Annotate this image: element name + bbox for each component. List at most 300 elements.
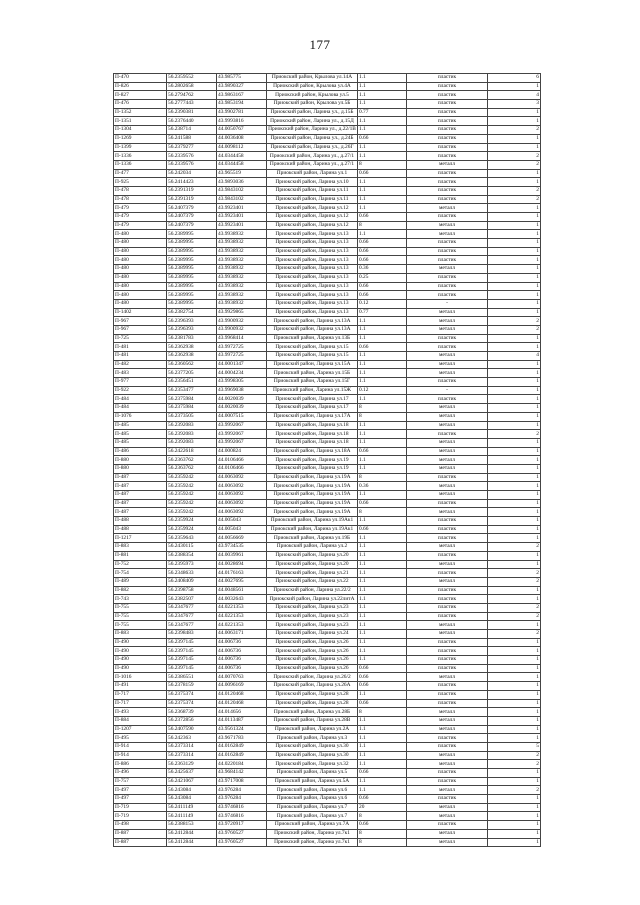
count-cell: 2 — [488, 325, 541, 334]
address-cell: Приокский район, Ларина ул.13 — [267, 265, 358, 274]
site-id-cell: П-480 — [114, 282, 167, 291]
latitude-cell: 56.2407379 — [167, 221, 217, 230]
address-cell: Приокский район, Ларина ул.13А — [267, 317, 358, 326]
volume-cell: 1.1 — [358, 656, 407, 665]
volume-cell: 0.66 — [358, 525, 407, 534]
count-cell: 1 — [488, 508, 541, 517]
site-id-cell: П-481 — [114, 352, 167, 361]
latitude-cell: 56.2392083 — [167, 421, 217, 430]
address-cell: Приокский район, Ларина ул., д.24Б — [267, 134, 358, 143]
count-cell: 1 — [488, 734, 541, 743]
longitude-cell: 44.0120468 — [217, 690, 267, 699]
material-cell: металл — [407, 317, 488, 326]
address-cell: Приокский район, Ларина ул.19Ак1 — [267, 517, 358, 526]
longitude-cell: 43.9938932 — [217, 256, 267, 265]
volume-cell: 1.1 — [358, 100, 407, 109]
material-cell: металл — [407, 803, 488, 812]
address-cell: Приокский район, Ларина ул.17 — [267, 395, 358, 404]
count-cell: 1 — [488, 378, 541, 387]
table-row — [114, 464, 541, 473]
material-cell: пластик — [407, 499, 488, 508]
table-row — [114, 769, 541, 778]
material-cell: пластик — [407, 517, 488, 526]
count-cell: 1 — [488, 386, 541, 395]
address-cell: Приокский район, Ларина ул.19А — [267, 482, 358, 491]
longitude-cell: 43.9938932 — [217, 230, 267, 239]
count-cell: 5 — [488, 742, 541, 751]
address-cell: Приокский район, Ларина ул.32 — [267, 760, 358, 769]
count-cell: 1 — [488, 178, 541, 187]
address-cell: Приокский район, Ларина ул.12 — [267, 221, 358, 230]
table-row — [114, 595, 541, 604]
table-row — [114, 543, 541, 552]
volume-cell: 0.66 — [358, 682, 407, 691]
latitude-cell: 56.2347677 — [167, 603, 217, 612]
table-row — [114, 742, 541, 751]
address-cell: Приокский район, Ларина ул.7к1 — [267, 829, 358, 838]
latitude-cell: 56.2392083 — [167, 430, 217, 439]
latitude-cell: 56.2794762 — [167, 91, 217, 100]
latitude-cell: 56.2389995 — [167, 273, 217, 282]
longitude-cell: 44.006736 — [217, 638, 267, 647]
table-row — [114, 812, 541, 821]
volume-cell: 0.66 — [358, 499, 407, 508]
volume-cell: 0.66 — [358, 282, 407, 291]
table-row — [114, 178, 541, 187]
longitude-cell: 43.9992067 — [217, 438, 267, 447]
material-cell: металл — [407, 412, 488, 421]
site-id-cell: П-498 — [114, 821, 167, 830]
latitude-cell: 56.2362938 — [167, 352, 217, 361]
address-cell: Приокский район, Ларина ул.19 — [267, 464, 358, 473]
material-cell: пластик — [407, 656, 488, 665]
volume-cell: 0.12 — [358, 386, 407, 395]
longitude-cell: 44.0063092 — [217, 499, 267, 508]
volume-cell: 1.1 — [358, 430, 407, 439]
table-row — [114, 491, 541, 500]
volume-cell: 1.1 — [358, 551, 407, 560]
table-row — [114, 777, 541, 786]
latitude-cell: 56.2389995 — [167, 247, 217, 256]
material-cell: пластик — [407, 143, 488, 152]
volume-cell: 8 — [358, 829, 407, 838]
volume-cell: 1.1 — [358, 491, 407, 500]
site-id-cell: П-482 — [114, 360, 167, 369]
address-cell: Приокский район, Ларина ул.6 — [267, 786, 358, 795]
count-cell: 1 — [488, 230, 541, 239]
count-cell: 1 — [488, 404, 541, 413]
longitude-cell: 43.9853194 — [217, 100, 267, 109]
address-cell: Приокский район, Ларина ул.7А — [267, 821, 358, 830]
longitude-cell: 44.0096169 — [217, 682, 267, 691]
volume-cell: 8 — [358, 812, 407, 821]
address-cell: Приокский район, Ларина ул.28 — [267, 699, 358, 708]
count-cell: 1 — [488, 247, 541, 256]
site-id-cell: П-478 — [114, 186, 167, 195]
material-cell: металл — [407, 708, 488, 717]
count-cell: 1 — [488, 265, 541, 274]
material-cell: металл — [407, 786, 488, 795]
site-id-cell: П-484 — [114, 395, 167, 404]
longitude-cell: 44.0176163 — [217, 569, 267, 578]
address-cell: Приокский район, Ларина ул.15А — [267, 360, 358, 369]
address-cell: Приокский район, Ларина ул.13 — [267, 308, 358, 317]
table-row — [114, 221, 541, 230]
address-cell: Приокский район, Ларина ул.7 — [267, 803, 358, 812]
address-cell: Приокский район, Ларина ул.17А — [267, 412, 358, 421]
latitude-cell: 56.241588 — [167, 134, 217, 143]
address-cell: Приокский район, Крылова ул.14А — [267, 74, 358, 83]
count-cell: 1 — [488, 560, 541, 569]
table-row — [114, 690, 541, 699]
table-row — [114, 569, 541, 578]
count-cell: 2 — [488, 612, 541, 621]
site-id-cell: П-488 — [114, 525, 167, 534]
material-cell: пластик — [407, 186, 488, 195]
address-cell: Приокский район, Ларина ул.7 — [267, 812, 358, 821]
table-row — [114, 838, 541, 847]
address-cell: Приокский район, Ларина ул.13 — [267, 256, 358, 265]
table-row — [114, 612, 541, 621]
table-row — [114, 656, 541, 665]
longitude-cell: 43.9972725 — [217, 343, 267, 352]
site-id-cell: П-755 — [114, 612, 167, 621]
table-row — [114, 352, 541, 361]
latitude-cell: 56.2356451 — [167, 378, 217, 387]
table-row — [114, 447, 541, 456]
volume-cell: 0.66 — [358, 769, 407, 778]
longitude-cell: 44.0063092 — [217, 473, 267, 482]
latitude-cell: 56.2397145 — [167, 638, 217, 647]
count-cell: 1 — [488, 213, 541, 222]
longitude-cell: 44.0020039 — [217, 404, 267, 413]
site-id-cell: П-922 — [114, 386, 167, 395]
volume-cell: 0.66 — [358, 247, 407, 256]
table-row — [114, 247, 541, 256]
address-cell: Приокский район, Ларина ул.28Б — [267, 708, 358, 717]
longitude-cell: 43.9760527 — [217, 838, 267, 847]
longitude-cell: 43.9843102 — [217, 186, 267, 195]
volume-cell: 1.1 — [358, 638, 407, 647]
longitude-cell: 43.9746816 — [217, 803, 267, 812]
address-cell: Приокский район, Ларина ул.13 — [267, 239, 358, 248]
site-id-cell: П-489 — [114, 577, 167, 586]
site-id-cell: П-886 — [114, 760, 167, 769]
latitude-cell: 56.2802658 — [167, 82, 217, 91]
latitude-cell: 56.2373314 — [167, 751, 217, 760]
table-row — [114, 534, 541, 543]
site-id-cell: П-883 — [114, 543, 167, 552]
volume-cell: 1.1 — [358, 716, 407, 725]
latitude-cell: 56.2375374 — [167, 690, 217, 699]
table-row — [114, 134, 541, 143]
site-id-cell: П-479 — [114, 204, 167, 213]
longitude-cell: 44.0028694 — [217, 560, 267, 569]
volume-cell: 8 — [358, 473, 407, 482]
table-row — [114, 169, 541, 178]
latitude-cell: 56.2360562 — [167, 360, 217, 369]
material-cell: пластик — [407, 152, 488, 161]
latitude-cell: 56.2375374 — [167, 699, 217, 708]
count-cell: 1 — [488, 821, 541, 830]
table-row — [114, 386, 541, 395]
address-cell: Приокский район, Ларина ул.19А — [267, 499, 358, 508]
longitude-cell: 44.006736 — [217, 656, 267, 665]
volume-cell: 1.1 — [358, 647, 407, 656]
address-cell: Приокский район, Ларина ул., д.27/1 — [267, 160, 358, 169]
site-id-cell: П-743 — [114, 595, 167, 604]
latitude-cell: 56.2347677 — [167, 621, 217, 630]
longitude-cell: 44.0048561 — [217, 586, 267, 595]
site-id-cell: П-755 — [114, 603, 167, 612]
material-cell: металл — [407, 369, 488, 378]
count-cell: 1 — [488, 664, 541, 673]
site-id-cell: П-1076 — [114, 412, 167, 421]
volume-cell: 1.1 — [358, 777, 407, 786]
site-id-cell: П-967 — [114, 317, 167, 326]
table-row — [114, 438, 541, 447]
latitude-cell: 56.2411149 — [167, 803, 217, 812]
count-cell: 1 — [488, 143, 541, 152]
volume-cell: 8 — [358, 412, 407, 421]
address-cell: Приокский район, Ларина ул., д.26Г — [267, 143, 358, 152]
longitude-cell: 44.0039961 — [217, 551, 267, 560]
latitude-cell: 56.2421067 — [167, 777, 217, 786]
longitude-cell: 43.9893036 — [217, 178, 267, 187]
material-cell: пластик — [407, 734, 488, 743]
site-id-cell: П-1402 — [114, 308, 167, 317]
site-id-cell: П-480 — [114, 256, 167, 265]
table-row — [114, 603, 541, 612]
site-id-cell: П-490 — [114, 664, 167, 673]
count-cell: 2 — [488, 603, 541, 612]
longitude-cell: 43.9890327 — [217, 82, 267, 91]
count-cell: 2 — [488, 195, 541, 204]
table-row — [114, 699, 541, 708]
site-id-cell: П-480 — [114, 273, 167, 282]
longitude-cell: 44.0032643 — [217, 595, 267, 604]
volume-cell: 8 — [358, 221, 407, 230]
longitude-cell: 43.9717008 — [217, 777, 267, 786]
count-cell: 3 — [488, 100, 541, 109]
table-row — [114, 734, 541, 743]
longitude-cell: 43.9734535 — [217, 543, 267, 552]
table-row — [114, 482, 541, 491]
address-cell: Приокский район, Ларина ул.13 — [267, 299, 358, 308]
latitude-cell: 56.2414423 — [167, 178, 217, 187]
material-cell: пластик — [407, 525, 488, 534]
count-cell: 1 — [488, 690, 541, 699]
longitude-cell: 43.9938932 — [217, 282, 267, 291]
volume-cell: 0.66 — [358, 343, 407, 352]
material-cell: металл — [407, 464, 488, 473]
address-cell: Приокский район, Ларина ул.13 — [267, 282, 358, 291]
count-cell: 1 — [488, 421, 541, 430]
site-id-cell: П-880 — [114, 464, 167, 473]
table-row — [114, 360, 541, 369]
address-cell: Приокский район, Крылова ул.5Б — [267, 100, 358, 109]
site-id-cell: П-497 — [114, 786, 167, 795]
volume-cell: 0.66 — [358, 239, 407, 248]
table-row — [114, 525, 541, 534]
site-id-cell: П-490 — [114, 647, 167, 656]
material-cell: пластик — [407, 777, 488, 786]
volume-cell: 0.77 — [358, 108, 407, 117]
count-cell: 2 — [488, 160, 541, 169]
address-cell: Приокский район, Ларина ул.28В — [267, 716, 358, 725]
material-cell: металл — [407, 751, 488, 760]
site-id-cell: П-925 — [114, 178, 167, 187]
latitude-cell: 56.2379277 — [167, 143, 217, 152]
address-cell: Приокский район, Ларина ул.19Ак1 — [267, 525, 358, 534]
longitude-cell: 44.0063092 — [217, 491, 267, 500]
table-row — [114, 152, 541, 161]
material-cell: пластик — [407, 795, 488, 804]
count-cell: 1 — [488, 395, 541, 404]
site-id-cell: П-881 — [114, 551, 167, 560]
table-row — [114, 117, 541, 126]
address-cell: Приокский район, Ларина ул.30 — [267, 742, 358, 751]
longitude-cell: 43.976284 — [217, 795, 267, 804]
table-row — [114, 673, 541, 682]
table-row — [114, 378, 541, 387]
table-row — [114, 256, 541, 265]
table-row — [114, 291, 541, 300]
volume-cell: 1.1 — [358, 360, 407, 369]
count-cell: 1 — [488, 716, 541, 725]
volume-cell: 0.66 — [358, 134, 407, 143]
address-cell: Приокский район, Ларина ул.1 — [267, 169, 358, 178]
site-id-cell: П-1016 — [114, 673, 167, 682]
material-cell: металл — [407, 829, 488, 838]
latitude-cell: 56.2378159 — [167, 682, 217, 691]
longitude-cell: 43.9938932 — [217, 239, 267, 248]
table-row — [114, 829, 541, 838]
volume-cell: 0.36 — [358, 265, 407, 274]
material-cell: пластик — [407, 569, 488, 578]
latitude-cell: 56.2347677 — [167, 612, 217, 621]
table-row — [114, 325, 541, 334]
count-cell: 1 — [488, 169, 541, 178]
table-row — [114, 708, 541, 717]
table-row — [114, 682, 541, 691]
volume-cell: 1.1 — [358, 690, 407, 699]
count-cell: 1 — [488, 621, 541, 630]
site-id-cell: П-480 — [114, 291, 167, 300]
address-cell: Приокский район, Ларина ул.17 — [267, 404, 358, 413]
material-cell: пластик — [407, 91, 488, 100]
longitude-cell: 44.014656 — [217, 708, 267, 717]
material-cell: пластик — [407, 178, 488, 187]
table-row — [114, 82, 541, 91]
volume-cell: 1.1 — [358, 560, 407, 569]
table-row — [114, 664, 541, 673]
count-cell: 1 — [488, 117, 541, 126]
material-cell: пластик — [407, 664, 488, 673]
volume-cell: 1.1 — [358, 230, 407, 239]
site-id-cell: П-490 — [114, 638, 167, 647]
container-site-table — [113, 73, 541, 847]
address-cell: Приокский район, Ларина ул.18 — [267, 438, 358, 447]
address-cell: Приокский район, Ларина ул.15Ж — [267, 386, 358, 395]
latitude-cell: 56.243084 — [167, 786, 217, 795]
table-row — [114, 630, 541, 639]
material-cell: металл — [407, 716, 488, 725]
site-id-cell: П-914 — [114, 742, 167, 751]
latitude-cell: 56.2359552 — [167, 74, 217, 83]
table-row — [114, 508, 541, 517]
site-id-cell: П-1336 — [114, 160, 167, 169]
site-id-cell: П-884 — [114, 716, 167, 725]
volume-cell: 20 — [358, 803, 407, 812]
material-cell: металл — [407, 812, 488, 821]
material-cell: пластик — [407, 742, 488, 751]
latitude-cell: 56.2339576 — [167, 160, 217, 169]
address-cell: Приокский район, Ларина ул.6 — [267, 795, 358, 804]
volume-cell: 1.1 — [358, 630, 407, 639]
latitude-cell: 56.2396393 — [167, 317, 217, 326]
table-row — [114, 412, 541, 421]
longitude-cell: 43.9993816 — [217, 117, 267, 126]
site-id-cell: П-719 — [114, 812, 167, 821]
site-id-cell: П-484 — [114, 404, 167, 413]
material-cell: металл — [407, 352, 488, 361]
table-row — [114, 786, 541, 795]
longitude-cell: 43.9938932 — [217, 273, 267, 282]
site-id-cell: П-487 — [114, 508, 167, 517]
latitude-cell: 56.2375984 — [167, 404, 217, 413]
site-id-cell: П-486 — [114, 447, 167, 456]
volume-cell: 1.1 — [358, 204, 407, 213]
material-cell: пластик — [407, 647, 488, 656]
table-row — [114, 195, 541, 204]
table-body — [114, 74, 541, 847]
site-id-cell: П-827 — [114, 91, 167, 100]
material-cell: пластик — [407, 195, 488, 204]
table-row — [114, 751, 541, 760]
count-cell: 1 — [488, 795, 541, 804]
longitude-cell: 44.0221353 — [217, 621, 267, 630]
count-cell: 1 — [488, 82, 541, 91]
material-cell: пластик — [407, 378, 488, 387]
address-cell: Приокский район, Ларина ул.11 — [267, 186, 358, 195]
volume-cell: 1.1 — [358, 786, 407, 795]
address-cell: Приокский район, Ларина ул.26 — [267, 647, 358, 656]
latitude-cell: 56.2395973 — [167, 560, 217, 569]
address-cell: Приокский район, Ларина ул.26 — [267, 656, 358, 665]
site-id-cell: П-490 — [114, 656, 167, 665]
latitude-cell: 56.2422618 — [167, 447, 217, 456]
count-cell: 1 — [488, 308, 541, 317]
material-cell: металл — [407, 621, 488, 630]
volume-cell: 1.1 — [358, 126, 407, 135]
longitude-cell: 44.0020039 — [217, 395, 267, 404]
latitude-cell: 56.2359242 — [167, 499, 217, 508]
count-cell: 1 — [488, 491, 541, 500]
volume-cell: 1.1 — [358, 734, 407, 743]
longitude-cell: 44.0220184 — [217, 760, 267, 769]
volume-cell: 1.1 — [358, 378, 407, 387]
site-id-cell: П-485 — [114, 438, 167, 447]
latitude-cell: 56.2389995 — [167, 291, 217, 300]
count-cell: 1 — [488, 829, 541, 838]
longitude-cell: 44.006736 — [217, 664, 267, 673]
material-cell: пластик — [407, 134, 488, 143]
address-cell: Приокский район, Ларина ул.12 — [267, 204, 358, 213]
site-id-cell: П-1352 — [114, 108, 167, 117]
table-row — [114, 282, 541, 291]
address-cell: Приокский район, Ларина ул.5А — [267, 777, 358, 786]
